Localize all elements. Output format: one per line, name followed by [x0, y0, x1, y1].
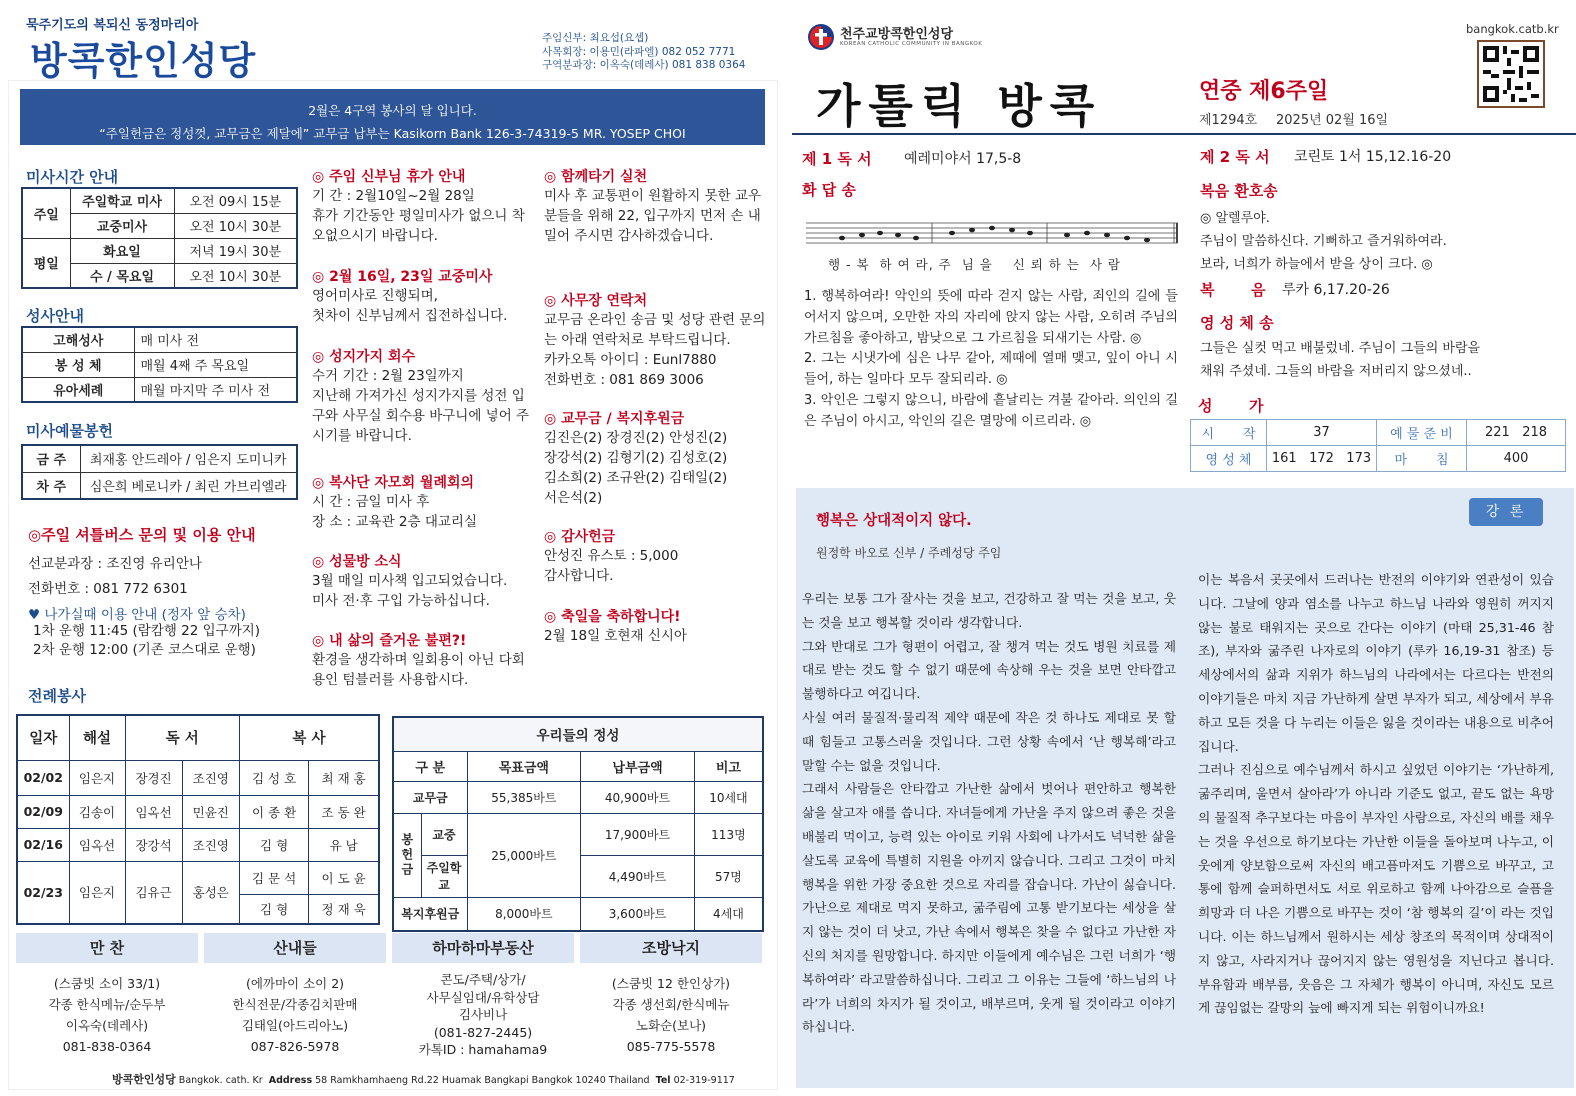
- hymns-table: [1190, 419, 1566, 472]
- psalm-lyrics: 행 - 복 하 여 라, 주 님 을 신 뢰 하 는 사 람: [828, 257, 1122, 272]
- shuttle-line: 선교분과장 : 조진영 유리안나: [28, 556, 202, 572]
- left-bulletin-page: [0, 0, 786, 1096]
- notice-body: 시 간 : 금일 미사 후 장 소 : 교육관 2층 대교리실: [312, 494, 478, 530]
- notice-block: [544, 166, 770, 290]
- table-cell: 40,900바트: [581, 781, 695, 813]
- notice-body: 2월 18일 호현재 신시아: [544, 628, 687, 644]
- table-cell: 금 주: [22, 445, 80, 472]
- shuttle-line: 전화번호 : 081 772 6301: [28, 581, 188, 597]
- table-cell: 김 문 석: [239, 861, 308, 894]
- sermon-section: [796, 488, 1574, 1088]
- table-cell: 오전 10시 30분: [174, 263, 297, 288]
- table-cell: 4,490바트: [581, 855, 695, 897]
- column-header: 일자: [17, 715, 69, 760]
- header-divider: [792, 133, 1576, 135]
- org-name-en: KOREAN CATHOLIC COMMUNITY IN BANGKOK: [840, 41, 983, 47]
- table-cell: 마 침: [1377, 446, 1467, 472]
- notice-body: 교무금 온라인 송금 및 성당 관련 문의는 아래 연락처로 부탁드립니다. 카카오톡 아이디 : Eunl7880 전화번호 : 081 869 3006: [544, 312, 766, 388]
- alleluia-label: 복음 환호송: [1200, 182, 1278, 200]
- table-row: [17, 760, 379, 795]
- liturgy-table: [16, 714, 380, 925]
- table-cell: 장경진: [125, 760, 182, 795]
- table-cell: 차 주: [22, 472, 80, 499]
- table-row: [22, 238, 297, 263]
- sermon-badge: 강 론: [1469, 498, 1543, 526]
- notice-title: ◎ 함께타기 실천: [544, 169, 648, 185]
- ad-line: (스쿰빗 소이 33/1): [53, 976, 161, 991]
- ad-line: 콘도/주택/상가/: [440, 972, 526, 987]
- psalm-label: 화 답 송: [802, 181, 856, 199]
- table-cell: 조 동 완: [309, 795, 379, 828]
- ad-line: 김사비나: [458, 1007, 508, 1022]
- table-row: [1191, 446, 1566, 472]
- reading2-label: 제 2 독 서: [1200, 148, 1270, 166]
- table-cell: 화요일: [70, 238, 174, 263]
- ad-title: 산내들: [204, 933, 386, 963]
- reading1-ref: 예레미야서 17,5-8: [904, 151, 1022, 167]
- liturgical-week: 연중 제6주일: [1199, 79, 1329, 104]
- table-cell: 예 물 준 비: [1377, 420, 1467, 446]
- table-cell: 조진영: [182, 760, 239, 795]
- bulletin-title: 가톨릭 방콕: [816, 79, 1103, 133]
- table-cell: 김유근: [125, 861, 182, 924]
- liturgy-heading: 전례봉사: [28, 687, 86, 705]
- gospel-label: 복 음: [1200, 281, 1266, 299]
- table-cell: 임은지: [69, 861, 125, 924]
- notice-title: ◎ 감사헌금: [544, 529, 616, 545]
- table-cell: 김 성 호: [239, 760, 308, 795]
- banner-line: “주일헌금은 정성껏, 교무금은 제달에” 교무금 납부는 Kasikorn Bank 126-3-74319-5 MR. YOSEP CHOI: [99, 126, 686, 141]
- announcement-banner: [20, 89, 765, 145]
- notices-middle-column: [312, 166, 534, 690]
- table-cell: 저녁 19시 30분: [174, 238, 297, 263]
- shuttle-run: 2차 운행 12:00 (기존 코스대로 운행): [33, 642, 256, 658]
- notice-block: [544, 606, 770, 646]
- offering-heading: 미사예물봉헌: [26, 422, 113, 440]
- notice-block: [312, 346, 534, 472]
- notice-body: 환경을 생각하며 일회용이 아닌 다회용인 텀블러를 사용합시다.: [312, 652, 525, 688]
- table-cell: 임은지: [69, 760, 125, 795]
- table-cell: 매월 4째 주 목요일: [134, 352, 297, 377]
- footer-tel-label: Tel: [655, 1075, 671, 1086]
- table-cell: 02/02: [17, 760, 69, 795]
- table-cell: 장강석: [125, 828, 182, 861]
- table-cell: 김송이: [69, 795, 125, 828]
- table-row: [22, 377, 297, 402]
- reading2-ref: 코린토 1서 15,12.16-20: [1294, 149, 1452, 165]
- table-cell: 봉 성 체: [22, 352, 134, 377]
- table-row: [17, 715, 379, 760]
- notice-body: 안성진 유스토 : 5,000 감사합니다.: [544, 548, 679, 584]
- table-row: [393, 751, 763, 781]
- sermon-author: 원정학 바오로 신부 / 주례성당 주임: [816, 546, 1002, 560]
- church-logo-icon: [806, 22, 836, 52]
- table-row: [22, 327, 297, 352]
- staff-line: 사목회장: 이용민(라파엘) 082 052 7771: [542, 45, 736, 58]
- table-cell: 4세대: [694, 897, 763, 931]
- communion-text: 그들은 실컷 먹고 배불렀네. 주님이 그들의 바람을 채워 주셨네. 그들의 바람을 저버리지 않으셨네..: [1200, 341, 1481, 379]
- footer: [112, 1071, 735, 1087]
- table-cell: 홍성은: [182, 861, 239, 924]
- table-cell: 임옥선: [125, 795, 182, 828]
- notice-block: [312, 266, 534, 346]
- notice-block: [312, 472, 534, 551]
- table-cell: 161 172 173: [1267, 446, 1377, 472]
- notice-block: [544, 526, 770, 606]
- sermon-column-right: 이는 복음서 곳곳에서 드러나는 반전의 이야기와 연관성이 있습니다. 그날에 양과 염소를 나누고 하느님 나라와 영원히 꺼지지 않는 불로 태워지는 곳으로 간다는 이야기 (마태 25,31-46 참조), 부자와 굶주린 나자로의 이야기 (루카 16,19-31 참조) 등 세상에서의 삶과 지위가 하느님의 나라에서는 다르다는 반전의 이야기들은 마치 지금 가난하게 살면 부자가 되고, 세상에서 부유하고 모든 것을 다 누리는 이들은 잃을 것이라는 내용으로 비추어 집니다. 그러나 진심으로 예수님께서 하시고 싶었던 이야기는 ‘가난하게, 굶주리며, 울면서 살아라’가 아니라 기준도 없고, 끝도 없는 욕망의 물질적 추구보다는 마음이 부자인 사람으로, 자신의 배를 채우는 것을 우선으로 하기보다는 가난한 이들을 돌아보며 나누고, 이웃에게 양보함으로써 자신의 배고픔마저도 기쁨으로 바꾸고, 고통에 함께 슬퍼하면서도 서로 위로하고 함께 나아감으로 슬픔을 희망과 더 나은 기쁨으로 바꾸는 것이 ‘참 행복의 길’이 라는 것입니다. 이는 하느님께서 원하시는 세상 창조의 목적이며 상대적이지 않고, 사라지거나 끊어지지 않는 영원성을 지닌다고 봅니다. 부유함과 배부름, 웃음은 그 자체가 행복이 아니며, 자신도 모르게 끊임없는 갈망의 늪에 빠지게 되는 위험이니까요!: [1198, 572, 1554, 1016]
- giving-table: [392, 716, 764, 932]
- column-header: 비고: [694, 751, 763, 781]
- footer-address: 58 Ramkhamhaeng Rd.22 Huamak Bangkapi Bangkok 10240 Thailand: [315, 1075, 650, 1086]
- table-cell: 주일학교: [421, 855, 467, 897]
- notice-block: [544, 408, 770, 526]
- ad-title: 조방낙지: [580, 933, 762, 963]
- ad-line: (081-827-2445): [433, 1024, 533, 1040]
- table-row: [1191, 420, 1566, 446]
- footer-tel: 02-319-9117: [673, 1075, 735, 1086]
- notice-title: ◎ 2월 16일, 23일 교중미사: [312, 269, 493, 285]
- table-cell: 221 218: [1467, 420, 1566, 446]
- table-cell: 교중: [421, 813, 467, 855]
- table-cell: 조진영: [182, 828, 239, 861]
- parish-motto: 묵주기도의 복되신 동정마리아: [26, 18, 199, 33]
- table-cell: 교무금: [393, 781, 467, 813]
- sermon-column-left: 우리는 보통 그가 잘사는 것을 보고, 건강하고 잘 먹는 것을 보고, 웃는 것을 보고 행복할 것이라 생각합니다. 그와 반대로 그가 형편이 어렵고, 잘 챙겨 먹는 것도 병원 치료를 제대로 받는 것도 할 수 없기 때문에 속상해 우는 것을 보면 안타깝고 불행하다고 여깁니다. 사실 여러 물질적·물리적 제약 때문에 작은 것 하나도 제대로 못 할 때 힘들고 고통스러울 것입니다. 그런 상황 속에서 ‘난 행복해’라고 말할 수는 없을 것입니다. 그래서 사람들은 안타깝고 가난한 삶에서 벗어나 편안하고 행복한 삶을 살고자 애를 씁니다. 자녀들에게 가난을 주지 않으려 좋은 것을 배불리 먹이고, 능력 있는 아이로 키워 사회에 나가서도 넉넉한 삶을 살도록 교육에 특별히 지원을 아끼지 않습니다. 그리고 그것이 마치 행복을 위한 가장 중요한 것으로 자리를 잡습니다. 가난이 싫습니다. 가난으로 제대로 먹지 못하고, 굶주림에 고통 받기보다는 세상을 살지 않는 것이 더 낫고, 가난 속에서 행복은 찾을 수 없다고 가난한 자신의 처지를 원망합니다. 하지만 이들에게 예수님은 그런 너희가 ‘행복하여라’ 라고말씀하십니다. 그리고 그 이유는 그들에 ‘하느님의 나라’가 너희의 차지가 될 것이고, 배부르며, 웃게 될 것이라고 이야기 하십니다.: [802, 591, 1176, 1035]
- table-cell: 17,900바트: [581, 813, 695, 855]
- table-cell: 오전 09시 15분: [174, 188, 297, 213]
- footer-address-label: Address: [268, 1075, 313, 1086]
- ad-line: 각종 생선회/한식메뉴: [612, 997, 730, 1012]
- psalm-text: 1. 행복하여라! 악인의 뜻에 따라 걷지 않는 사람, 죄인의 길에 들어서지 않으며, 오만한 자의 자리에 앉지 않는 사람, 오히려 주님의 가르침을 좋아하고, 밤낮으로 그 가르침을 되새기는 사람. ◎ 2. 그는 시냇가에 심은 나무 같아, 제때에 열매 맺고, 잎이 아니 시들어, 하는 일마다 모두 잘되리라. ◎ 3. 악인은 그렇지 않으니, 바람에 흩날리는 겨불 같아라. 의인의 길은 주님이 아시고, 악인의 길은 멸망에 이르리라. ◎: [804, 289, 1178, 429]
- shuttle-sub: ♥ 나가실때 이용 안내 (정자 앞 승차): [28, 607, 246, 623]
- notice-block: [312, 551, 534, 630]
- shuttle-runs: [33, 622, 260, 660]
- notice-block: [544, 290, 770, 408]
- ad-line: (에까마이 소이 2): [245, 976, 345, 991]
- notice-title: ◎ 사무장 연락처: [544, 293, 648, 309]
- qr-code-icon: [1477, 40, 1545, 108]
- ad-line: 085-775-5578: [626, 1039, 716, 1054]
- mass-times-heading: 미사시간 안내: [26, 168, 119, 186]
- notice-title: ◎ 성물방 소식: [312, 554, 402, 570]
- right-bulletin-page: [792, 0, 1576, 1096]
- notice-body: 3월 매일 미사책 입고되었습니다. 미사 전·후 구입 가능하십니다.: [312, 573, 508, 609]
- table-cell: 25,000바트: [467, 813, 581, 897]
- column-header: 복 사: [239, 715, 379, 760]
- table-cell: 고해성사: [22, 327, 134, 352]
- table-cell: 400: [1467, 446, 1566, 472]
- table-cell: 55,385바트: [467, 781, 581, 813]
- ad-title: 하마하마부동산: [392, 933, 574, 963]
- footer-site: Bangkok. cath. Kr: [178, 1075, 263, 1086]
- table-cell: 10세대: [694, 781, 763, 813]
- shuttle-heading: ◎주일 셔틀버스 문의 및 이용 안내: [28, 526, 256, 544]
- ad-title: 만 찬: [16, 933, 198, 963]
- table-cell: 민윤진: [182, 795, 239, 828]
- gospel-ref: 루카 6,17.20-26: [1282, 282, 1390, 298]
- table-cell: 8,000바트: [467, 897, 581, 931]
- table-cell: 이 종 환: [239, 795, 308, 828]
- staff-line: 구역분과장: 이옥숙(데레사) 081 838 0364: [542, 59, 746, 71]
- table-cell: 113명: [694, 813, 763, 855]
- table-cell: 02/16: [17, 828, 69, 861]
- table-cell: 임옥선: [69, 828, 125, 861]
- table-cell: 교중미사: [70, 213, 174, 238]
- table-cell: 최 재 홍: [309, 760, 379, 795]
- staff-list: [542, 32, 745, 73]
- notice-body: 영어미사로 진행되며, 첫차이 신부님께서 집전하십니다.: [312, 288, 508, 324]
- communion-label: 영 성 체 송: [1200, 314, 1274, 332]
- ad-card: [204, 933, 386, 1058]
- table-row: [22, 188, 297, 213]
- table-cell: 봉헌금: [393, 813, 421, 897]
- table-cell: 최재홍 안드레아 / 임은지 도미니카: [80, 445, 297, 472]
- ad-line: 사무실임대/유학상담: [426, 989, 540, 1005]
- alleluia-text: ◎ 알렐루야. 주님이 말씀하신다. 기뻐하고 즐거워하여라. 보라, 너희가 하늘에서 받을 상이 크다. ◎: [1200, 211, 1447, 272]
- sacrament-table: [21, 326, 298, 403]
- ad-line: 각종 한식메뉴/순두부: [48, 997, 166, 1012]
- sacrament-heading: 성사안내: [26, 307, 84, 325]
- table-cell: 이 도 윤: [309, 861, 379, 894]
- ad-line: 한식전문/각종김치판매: [232, 997, 358, 1012]
- table-row: [17, 861, 379, 894]
- notice-title: ◎ 교무금 / 복지후원금: [544, 411, 685, 427]
- table-cell: 주일: [22, 188, 70, 238]
- table-row: [393, 781, 763, 813]
- table-cell: 매 미사 전: [134, 327, 297, 352]
- parish-title: 방콕한인성당: [30, 39, 257, 83]
- table-row: [393, 813, 763, 855]
- column-header: 목표금액: [467, 751, 581, 781]
- table-row: [22, 352, 297, 377]
- table-cell: 수 / 목요일: [70, 263, 174, 288]
- table-cell: 유아세례: [22, 377, 134, 402]
- notices-right-column: [544, 166, 770, 646]
- table-cell: 02/23: [17, 861, 69, 924]
- notice-body: 수거 기간 : 2월 23일까지 지난해 가져가신 성지가지를 성전 입구와 사무실 회수용 바구니에 넣어 주시기를 바랍니다.: [312, 368, 530, 444]
- banner-line: 2월은 4구역 봉사의 달 입니다.: [308, 103, 477, 118]
- footer-name: 방콕한인성당: [112, 1073, 176, 1086]
- table-row: [393, 897, 763, 931]
- table-cell: 주일학교 미사: [70, 188, 174, 213]
- psalm-music-staff: [802, 205, 1178, 253]
- table-cell: 매월 마지막 주 미사 전: [134, 377, 297, 402]
- table-cell: 3,600바트: [581, 897, 695, 931]
- ad-line: 카톡ID : hamahama9: [418, 1042, 548, 1057]
- offering-table: [21, 444, 298, 500]
- org-name: 천주교방콕한인성당: [840, 27, 954, 42]
- shuttle-run: 1차 운행 11:45 (람캄행 22 입구까지): [33, 623, 261, 639]
- column-header: 해설: [69, 715, 125, 760]
- ad-card: [580, 933, 762, 1058]
- ad-card: [392, 933, 574, 1058]
- table-row: [17, 828, 379, 861]
- ad-line: 087-826-5978: [250, 1039, 340, 1054]
- notice-body: 김진은(2) 장경진(2) 안성진(2) 장강석(2) 김형기(2) 김성호(2) 김소희(2) 조규완(2) 김태일(2) 서은석(2): [544, 430, 728, 506]
- notice-block: [312, 166, 534, 266]
- table-row: [22, 445, 297, 472]
- table-cell: 김 형: [239, 828, 308, 861]
- table-cell: 정 재 욱: [309, 894, 379, 924]
- reading1-label: 제 1 독 서: [802, 150, 872, 168]
- ad-line: 김태일(아드리아노): [241, 1018, 349, 1033]
- notice-body: 기 간 : 2월10일~2월 28일 휴가 기간동안 평일미사가 없으니 착오없으시기 바랍니다.: [312, 188, 525, 244]
- staff-line: 주임신부: 최요섭(요셉): [542, 32, 649, 44]
- ad-line: (스쿰빗 12 한인상가): [611, 976, 731, 991]
- table-cell: 시 작: [1191, 420, 1267, 446]
- notice-title: ◎ 주임 신부님 휴가 안내: [312, 169, 466, 185]
- table-row: [393, 717, 763, 751]
- shuttle-info: [28, 552, 202, 602]
- table-cell: 심은희 베로니카 / 최린 가브리엘라: [80, 472, 297, 499]
- notice-body: 미사 후 교통편이 원활하지 못한 교우분들을 위해 22, 입구까지 먼저 손 내밀어 주시면 감사하겠습니다.: [544, 188, 762, 244]
- table-cell: 37: [1267, 420, 1377, 446]
- notice-title: ◎ 내 삶의 즐거운 불편?!: [312, 633, 467, 649]
- notice-title: ◎ 축일을 축하합니다!: [544, 609, 681, 625]
- notice-title: ◎ 성지가지 회수: [312, 349, 416, 365]
- table-cell: 오전 10시 30분: [174, 213, 297, 238]
- issue-number: 제1294호: [1199, 113, 1258, 128]
- table-cell: 김 형: [239, 894, 308, 924]
- issue-date: 2025년 02월 16일: [1276, 113, 1389, 128]
- column-header: 납부금액: [581, 751, 695, 781]
- ad-card: [16, 933, 198, 1058]
- mass-times-table: [21, 187, 298, 289]
- ad-line: 이옥숙(데레사): [65, 1018, 149, 1033]
- table-cell: 영 성 체: [1191, 446, 1267, 472]
- ad-line: 081-838-0364: [62, 1039, 152, 1054]
- giving-title: 우리들의 정성: [393, 717, 763, 751]
- table-cell: 복지후원금: [393, 897, 467, 931]
- sermon-title: 행복은 상대적이지 않다.: [816, 513, 972, 529]
- table-cell: 57명: [694, 855, 763, 897]
- notice-block: [312, 630, 534, 690]
- hymns-label: 성 가: [1198, 397, 1264, 415]
- site-url[interactable]: bangkok.catb.kr: [1466, 22, 1559, 36]
- ad-line: 노화순(보나): [635, 1018, 707, 1033]
- column-header: 구 분: [393, 751, 467, 781]
- table-cell: 유 남: [309, 828, 379, 861]
- notice-title: ◎ 복사단 자모회 월례회의: [312, 475, 475, 491]
- table-cell: 평일: [22, 238, 70, 288]
- table-cell: 02/09: [17, 795, 69, 828]
- table-row: [17, 795, 379, 828]
- table-row: [22, 472, 297, 499]
- column-header: 독 서: [125, 715, 239, 760]
